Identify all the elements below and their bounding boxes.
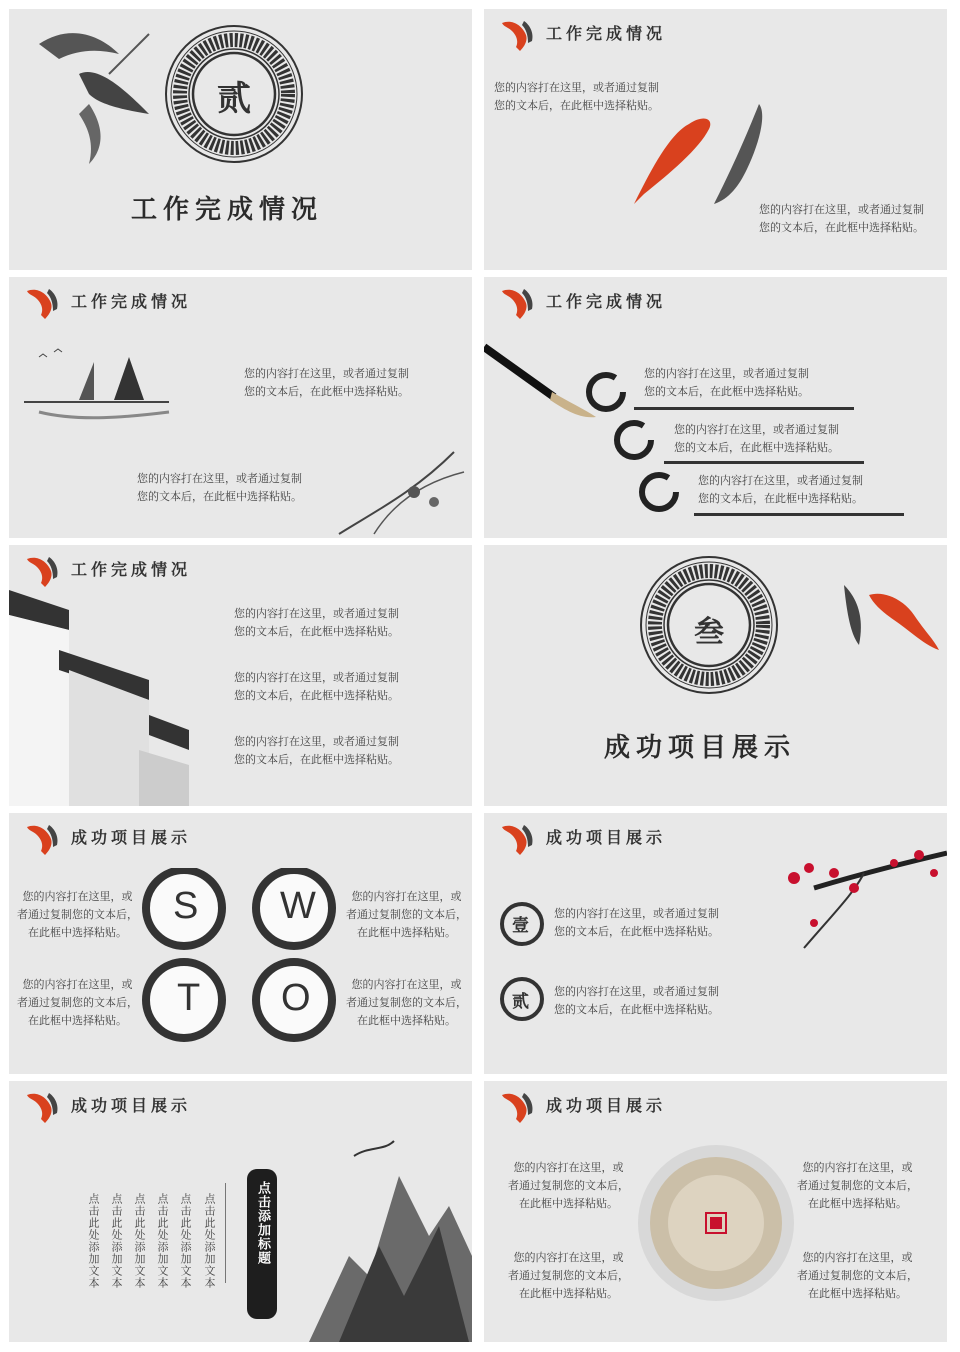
swot-letter-s: S: [173, 885, 199, 927]
item-text-2: 您的内容打在这里，或者通过复制 您的文本后，在此框中选择粘贴。: [674, 423, 839, 454]
content-text-2: 您的内容打在这里，或者通过复制 您的文本后，在此框中选择粘贴。: [759, 203, 924, 234]
item-text-2: 您的内容打在这里，或者通过复制 您的文本后，在此框中选择粘贴。: [234, 671, 399, 702]
divider: [225, 1183, 226, 1283]
item-text-2: 您的内容打在这里，或 者通过复制您的文本后， 在此框中选择粘贴。: [797, 1161, 918, 1210]
slide-3: [9, 277, 472, 538]
slide-8: [484, 813, 947, 1074]
swot-text-w: 您的内容打在这里，或 者通过复制您的文本后， 在此框中选择粘贴。: [346, 890, 467, 939]
ink-stroke: [634, 407, 854, 410]
seal-medallion: [636, 1143, 796, 1303]
architecture-illustration: [9, 590, 189, 806]
koi-icon: [19, 283, 69, 323]
koi-icon: [19, 819, 69, 859]
item-text-2: 您的内容打在这里，或者通过复制 您的文本后，在此框中选择粘贴。: [554, 985, 719, 1016]
chapter-glyph: 贰: [217, 79, 251, 119]
slide-header: 成功项目展示: [546, 828, 667, 847]
vertical-text-6: 点击此处添加文本: [203, 1193, 216, 1289]
vertical-text-2: 点击此处添加文本: [110, 1193, 123, 1289]
section-title: 成功项目展示: [604, 733, 797, 763]
koi-icon: [19, 1087, 69, 1127]
vertical-text-5: 点击此处添加文本: [179, 1193, 192, 1289]
content-text-1: 您的内容打在这里，或者通过复制 您的文本后，在此框中选择粘贴。: [494, 81, 659, 112]
mountain-illustration: [309, 1136, 472, 1342]
koi-icon: [494, 1087, 544, 1127]
slide-9: [9, 1081, 472, 1342]
item-text-3: 您的内容打在这里，或 者通过复制您的文本后， 在此框中选择粘贴。: [508, 1251, 629, 1300]
vertical-text-3: 点击此处添加文本: [133, 1193, 146, 1289]
koi-pair-illustration: [629, 94, 779, 214]
sailboats-illustration: [19, 342, 179, 442]
content-text-1: 您的内容打在这里，或者通过复制 您的文本后，在此框中选择粘贴。: [244, 367, 409, 398]
cranes-illustration: [19, 14, 159, 174]
chapter-glyph: 叁: [694, 615, 724, 650]
swot-text-o: 您的内容打在这里，或 者通过复制您的文本后， 在此框中选择粘贴。: [346, 978, 467, 1027]
swot-letter-w: W: [280, 885, 316, 927]
ink-stroke: [694, 513, 904, 516]
slide-5: [9, 545, 472, 806]
item-text-3: 您的内容打在这里，或者通过复制 您的文本后，在此框中选择粘贴。: [234, 735, 399, 766]
swot-text-t: 您的内容打在这里，或 者通过复制您的文本后， 在此框中选择粘贴。: [17, 978, 138, 1027]
koi-icon: [494, 819, 544, 859]
slide-4: [484, 277, 947, 538]
ink-circle-2: [612, 418, 657, 463]
ink-circle-3: [637, 470, 682, 515]
slide-6: [484, 545, 947, 806]
item-text-1: 您的内容打在这里，或 者通过复制您的文本后， 在此框中选择粘贴。: [508, 1161, 629, 1210]
slide-header: 工作完成情况: [546, 24, 667, 43]
koi-icon: [494, 15, 544, 55]
slide-header: 工作完成情况: [71, 560, 192, 579]
koi-pair-illustration: [839, 575, 939, 655]
slide-1: [9, 9, 472, 270]
slide-header: 成功项目展示: [546, 1096, 667, 1115]
vertical-text-1: 点击此处添加文本: [87, 1193, 100, 1289]
slide-header: 工作完成情况: [546, 292, 667, 311]
swot-letter-o: O: [281, 977, 311, 1019]
content-text-2: 您的内容打在这里，或者通过复制 您的文本后，在此框中选择粘贴。: [137, 472, 302, 503]
ink-circle-1: [584, 370, 629, 415]
vertical-text-4: 点击此处添加文本: [156, 1193, 169, 1289]
slide-header: 成功项目展示: [71, 828, 192, 847]
badge-glyph-2: 贰: [512, 992, 529, 1012]
slide-10: [484, 1081, 947, 1342]
swot-text-s: 您的内容打在这里，或 者通过复制您的文本后， 在此框中选择粘贴。: [17, 890, 138, 939]
slide-header: 工作完成情况: [71, 292, 192, 311]
koi-icon: [494, 283, 544, 323]
ink-stroke: [664, 461, 864, 464]
slide-7: [9, 813, 472, 1074]
slide-2: [484, 9, 947, 270]
section-title: 工作完成情况: [131, 195, 324, 225]
item-text-1: 您的内容打在这里，或者通过复制 您的文本后，在此框中选择粘贴。: [644, 367, 809, 398]
brush-title: 点击添加标题: [255, 1181, 270, 1265]
item-text-1: 您的内容打在这里，或者通过复制 您的文本后，在此框中选择粘贴。: [554, 907, 719, 938]
slide-header: 成功项目展示: [71, 1096, 192, 1115]
koi-icon: [19, 551, 69, 591]
plum-blossom-illustration: [774, 833, 947, 953]
badge-glyph-1: 壹: [512, 916, 529, 936]
item-text-4: 您的内容打在这里，或 者通过复制您的文本后， 在此框中选择粘贴。: [797, 1251, 918, 1300]
orchid-illustration: [334, 442, 472, 538]
item-text-3: 您的内容打在这里，或者通过复制 您的文本后，在此框中选择粘贴。: [698, 474, 863, 505]
swot-letter-t: T: [177, 977, 201, 1019]
item-text-1: 您的内容打在这里，或者通过复制 您的文本后，在此框中选择粘贴。: [234, 607, 399, 638]
